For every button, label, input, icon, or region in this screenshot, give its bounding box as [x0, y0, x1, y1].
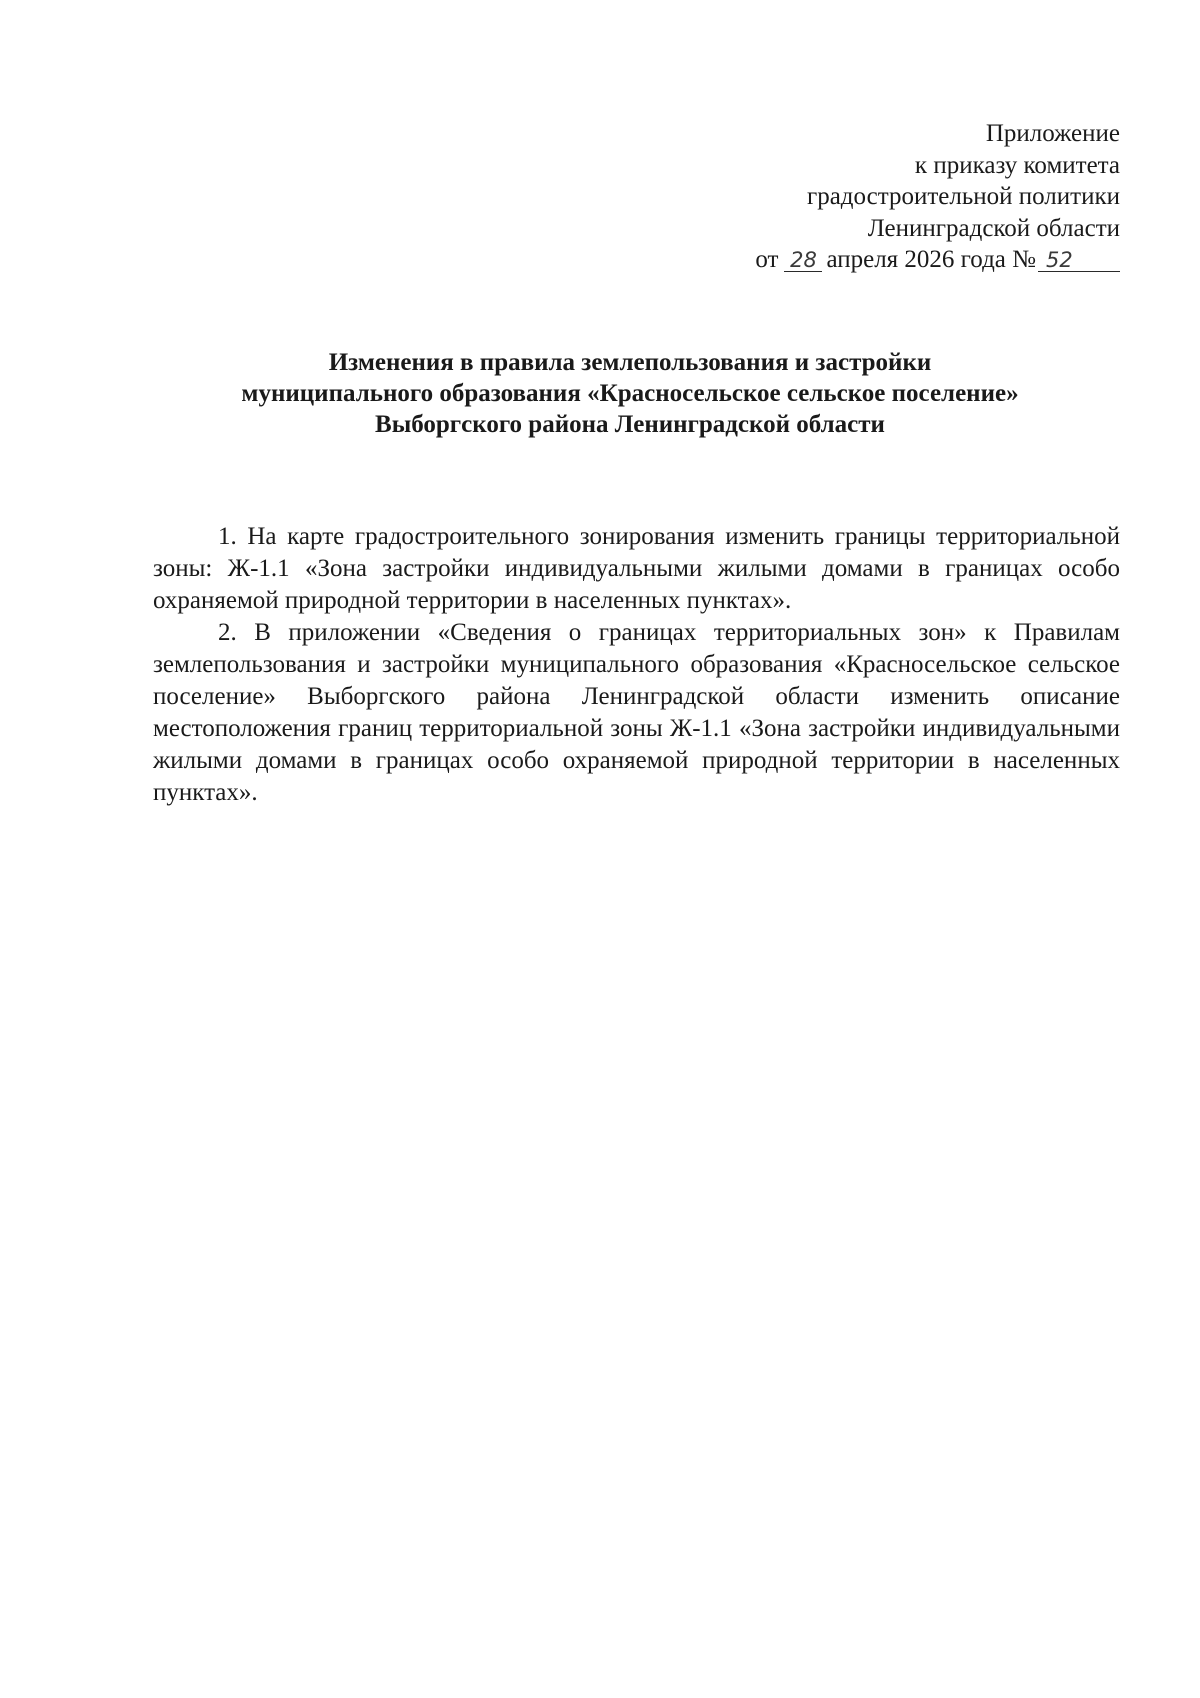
appendix-committee: градостроительной политики [806, 183, 1120, 210]
paragraph-2: 2. В приложении «Сведения о границах территориальных зон» к Правилам землепользования и застройки муниципального образования «Красносельское сельское поселение» Выборгского района Ленинградской области изменить описание местоположения границ территориальной зоны Ж-1.1 «Зона застройки индивидуальными жилыми домами в границах особо охраняемой природной территории в населенных пунктах». [153, 619, 1120, 806]
handwritten-day: 28 [784, 249, 822, 272]
paragraph-1: 1. На карте градостроительного зонирования изменить границы территориальной зоны: Ж-1.1 «Зона застройки индивидуальными жилыми домами в границах особо охраняемой природной территории в населенных пунктах». [153, 523, 1120, 614]
appendix-region: Ленинградской области [867, 214, 1120, 242]
document-title [140, 347, 1120, 440]
appendix-title: Приложение [985, 120, 1120, 147]
title-line-2: муниципального образования «Красносельское сельское поселение» [241, 380, 1019, 407]
date-prefix: от [755, 246, 779, 273]
appendix-order-reference: к приказу комитета [914, 151, 1120, 179]
document-body [153, 521, 1120, 809]
date-middle: апреля 2026 года № [826, 246, 1036, 273]
title-line-1: Изменения в правила землепользования и застройки [328, 349, 932, 376]
appendix-header [755, 118, 1120, 276]
appendix-date-line [755, 244, 1120, 276]
handwritten-order-number: 52 [1038, 249, 1120, 272]
title-line-3: Выборгского района Ленинградской области [375, 411, 885, 438]
